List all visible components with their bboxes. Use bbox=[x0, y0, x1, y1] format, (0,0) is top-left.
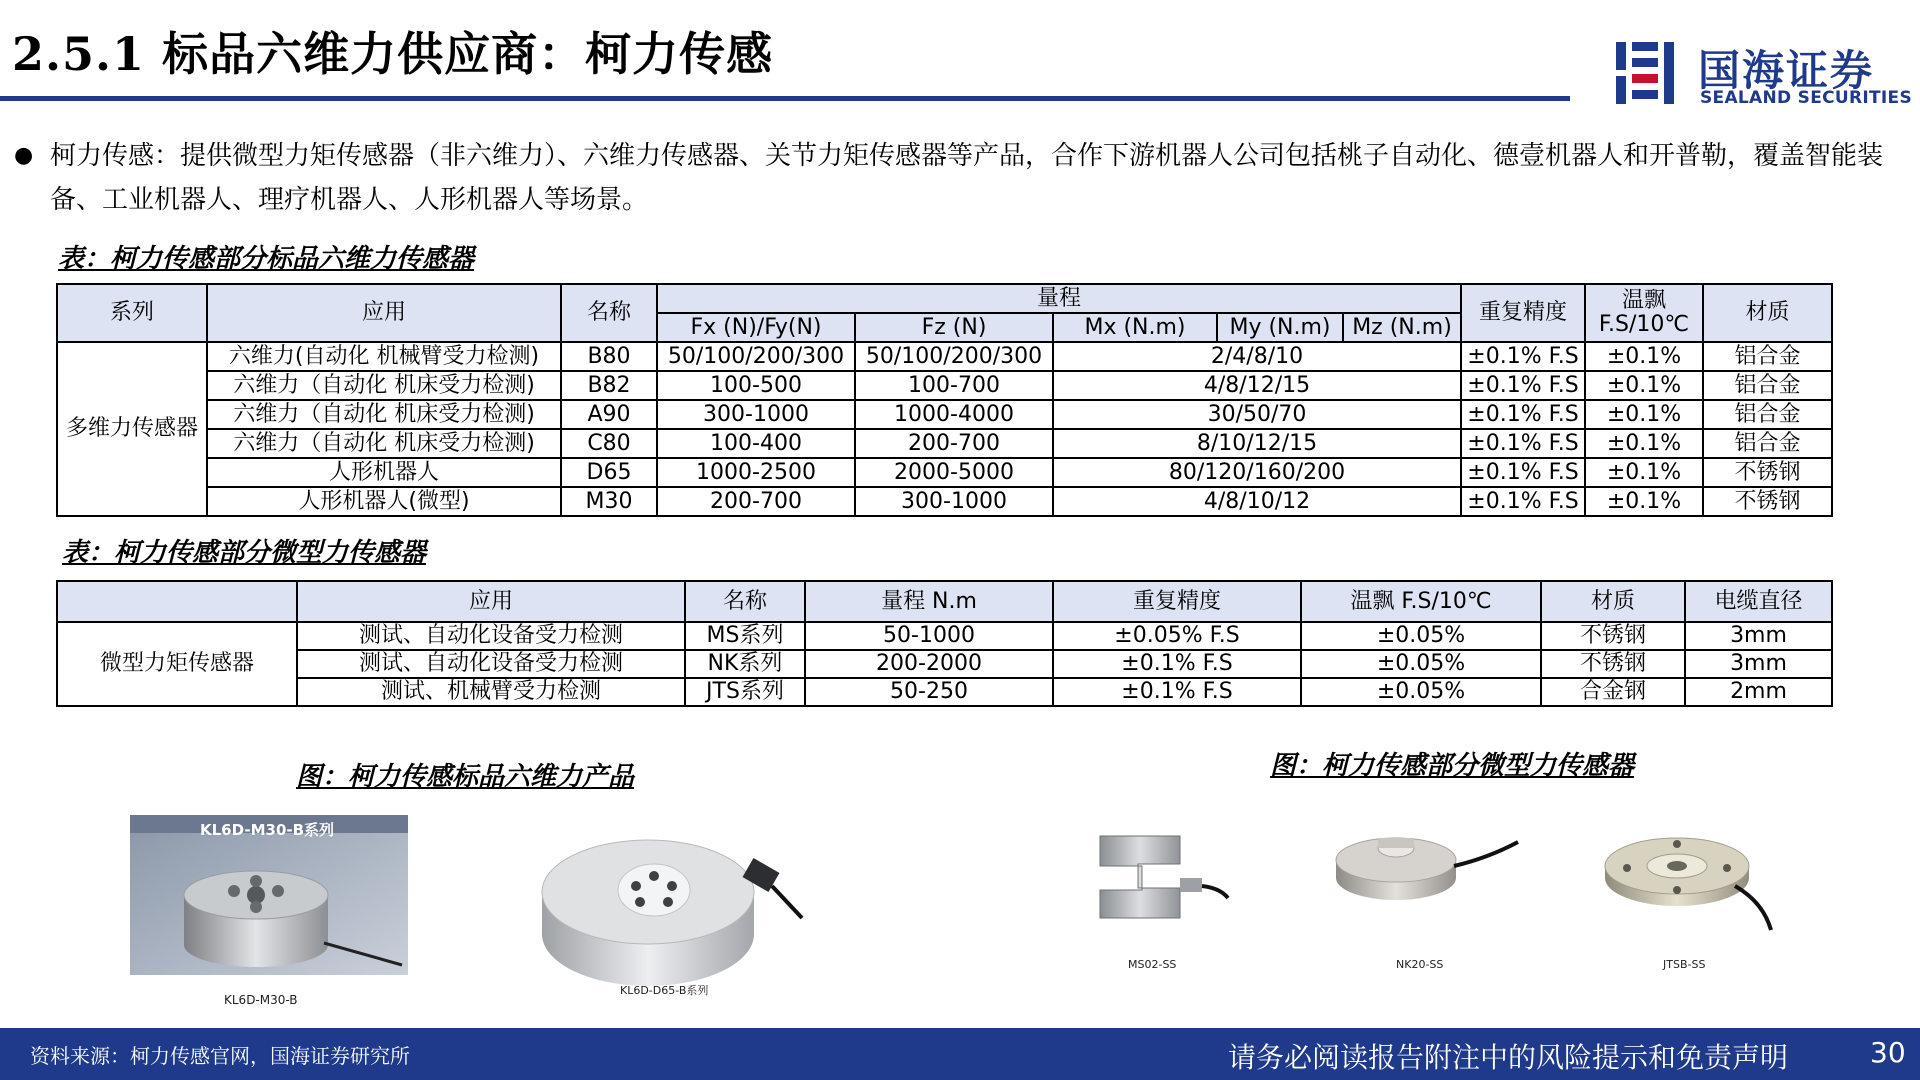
table-row bbox=[57, 342, 1832, 371]
six-axis-sensor-table bbox=[56, 283, 1833, 517]
material-cell: 铝合金 bbox=[1703, 429, 1832, 458]
fz-cell: 200-700 bbox=[855, 429, 1053, 458]
app-cell: 六维力(自动化 机械臂受力检测) bbox=[207, 342, 561, 371]
source-note: 资料来源：柯力传感官网，国海证券研究所 bbox=[30, 1044, 410, 1068]
name-cell: C80 bbox=[561, 429, 657, 458]
precision-cell: ±0.05% F.S bbox=[1053, 622, 1301, 650]
bullet-paragraph bbox=[14, 134, 1904, 222]
product-label: JTSB-SS bbox=[1663, 958, 1706, 971]
app-cell: 六维力（自动化 机床受力检测) bbox=[207, 400, 561, 429]
table-row bbox=[57, 400, 1832, 429]
product-photo-m30 bbox=[110, 795, 420, 1015]
table-row bbox=[57, 458, 1832, 487]
material-cell: 铝合金 bbox=[1703, 400, 1832, 429]
figure-right-caption: 图：柯力传感部分微型力传感器 bbox=[1270, 751, 1635, 781]
header-cable: 电缆直径 bbox=[1685, 581, 1832, 622]
header-name: 名称 bbox=[685, 581, 805, 622]
footer-bar bbox=[0, 1028, 1920, 1080]
moment-cell: 2/4/8/10 bbox=[1053, 342, 1461, 371]
app-cell: 六维力（自动化 机床受力检测) bbox=[207, 429, 561, 458]
header-fz: Fz (N) bbox=[855, 313, 1053, 342]
precision-cell: ±0.1% F.S bbox=[1461, 429, 1585, 458]
product-banner: KL6D-M30-B系列 bbox=[200, 821, 335, 839]
material-cell: 不锈钢 bbox=[1703, 487, 1832, 516]
header-my: My (N.m) bbox=[1217, 313, 1343, 342]
sensor-ms02-icon bbox=[1030, 806, 1280, 966]
name-cell: NK系列 bbox=[685, 650, 805, 678]
table-row bbox=[57, 622, 1832, 650]
app-cell: 人形机器人(微型) bbox=[207, 487, 561, 516]
logo-en-text: SEALAND SECURITIES bbox=[1700, 88, 1912, 108]
drift-cell: ±0.1% bbox=[1585, 371, 1703, 400]
bullet-text: 柯力传感：提供微型力矩传感器（非六维力）、六维力传感器、关节力矩传感器等产品，合作下游机器人公司包括桃子自动化、德壹机器人和开普勒，覆盖智能装备、工业机器人、理疗机器人、人形机器人等场景。 bbox=[50, 141, 1884, 215]
sealand-logo bbox=[1612, 32, 1912, 112]
app-cell: 测试、机械臂受力检测 bbox=[297, 678, 685, 706]
header-mx: Mx (N.m) bbox=[1053, 313, 1217, 342]
logo-cn-text: 国海证券 bbox=[1698, 46, 1875, 95]
drift-cell: ±0.1% bbox=[1585, 400, 1703, 429]
moment-cell: 4/8/10/12 bbox=[1053, 487, 1461, 516]
app-cell: 人形机器人 bbox=[207, 458, 561, 487]
precision-cell: ±0.1% F.S bbox=[1461, 487, 1585, 516]
fxfy-cell: 100-500 bbox=[657, 371, 855, 400]
precision-cell: ±0.1% F.S bbox=[1053, 678, 1301, 706]
name-cell: A90 bbox=[561, 400, 657, 429]
header-precision: 重复精度 bbox=[1461, 284, 1585, 342]
table-row bbox=[57, 429, 1832, 458]
series-cell: 多维力传感器 bbox=[57, 342, 207, 516]
material-cell: 铝合金 bbox=[1703, 371, 1832, 400]
range-cell: 200-2000 bbox=[805, 650, 1053, 678]
header-drift bbox=[1585, 284, 1703, 342]
figure-left-caption: 图：柯力传感标品六维力产品 bbox=[296, 762, 635, 792]
cable-cell: 2mm bbox=[1685, 678, 1832, 706]
precision-cell: ±0.1% F.S bbox=[1461, 400, 1585, 429]
range-cell: 50-1000 bbox=[805, 622, 1053, 650]
header-blank bbox=[57, 581, 297, 622]
header-app: 应用 bbox=[207, 284, 561, 342]
fz-cell: 100-700 bbox=[855, 371, 1053, 400]
name-cell: JTS系列 bbox=[685, 678, 805, 706]
drift-cell: ±0.05% bbox=[1301, 678, 1541, 706]
fxfy-cell: 50/100/200/300 bbox=[657, 342, 855, 371]
app-cell: 测试、自动化设备受力检测 bbox=[297, 622, 685, 650]
material-cell: 不锈钢 bbox=[1703, 458, 1832, 487]
header-material: 材质 bbox=[1541, 581, 1685, 622]
product-photo-jtsb bbox=[1565, 806, 1815, 991]
moment-cell: 8/10/12/15 bbox=[1053, 429, 1461, 458]
product-label: MS02-SS bbox=[1128, 958, 1177, 971]
table-row bbox=[57, 650, 1832, 678]
app-cell: 六维力（自动化 机床受力检测) bbox=[207, 371, 561, 400]
drift-cell: ±0.05% bbox=[1301, 650, 1541, 678]
moment-cell: 80/120/160/200 bbox=[1053, 458, 1461, 487]
header-drift: 温飘 F.S/10℃ bbox=[1301, 581, 1541, 622]
header-precision: 重复精度 bbox=[1053, 581, 1301, 622]
table-row bbox=[57, 487, 1832, 516]
fxfy-cell: 200-700 bbox=[657, 487, 855, 516]
fxfy-cell: 1000-2500 bbox=[657, 458, 855, 487]
precision-cell: ±0.1% F.S bbox=[1461, 371, 1585, 400]
product-photo-nk20 bbox=[1298, 806, 1548, 991]
product-label: KL6D-M30-B bbox=[224, 993, 298, 1007]
series-cell: 微型力矩传感器 bbox=[57, 622, 297, 706]
drift-cell: ±0.1% bbox=[1585, 342, 1703, 371]
sealand-logo-icon bbox=[1612, 36, 1682, 108]
section-title: 标品六维力供应商：柯力传感 bbox=[162, 27, 774, 81]
material-cell: 合金钢 bbox=[1541, 678, 1685, 706]
name-cell: MS系列 bbox=[685, 622, 805, 650]
table2-caption: 表：柯力传感部分微型力传感器 bbox=[62, 538, 427, 568]
header-drift-text: 温飘 F.S/10℃ bbox=[1598, 288, 1690, 337]
product-label: KL6D-D65-B系列 bbox=[620, 984, 709, 997]
sensor-nk20-icon bbox=[1298, 806, 1548, 966]
product-photo-ms02 bbox=[1030, 806, 1280, 991]
fxfy-cell: 300-1000 bbox=[657, 400, 855, 429]
header-series: 系列 bbox=[57, 284, 207, 342]
header-fxfy: Fx (N)/Fy(N) bbox=[657, 313, 855, 342]
precision-cell: ±0.1% F.S bbox=[1461, 342, 1585, 371]
drift-cell: ±0.1% bbox=[1585, 487, 1703, 516]
cable-cell: 3mm bbox=[1685, 622, 1832, 650]
sensor-jtsb-icon bbox=[1565, 806, 1815, 966]
header-app: 应用 bbox=[297, 581, 685, 622]
header-material: 材质 bbox=[1703, 284, 1832, 342]
drift-cell: ±0.05% bbox=[1301, 622, 1541, 650]
section-number: 2.5.1 bbox=[12, 27, 146, 81]
product-photo-d65 bbox=[520, 812, 820, 1017]
drift-cell: ±0.1% bbox=[1585, 429, 1703, 458]
bullet-dot-icon: ● bbox=[14, 143, 34, 168]
range-cell: 50-250 bbox=[805, 678, 1053, 706]
header-range: 量程 bbox=[657, 284, 1461, 313]
material-cell: 不锈钢 bbox=[1541, 622, 1685, 650]
table-row bbox=[57, 678, 1832, 706]
header-name: 名称 bbox=[561, 284, 657, 342]
fz-cell: 300-1000 bbox=[855, 487, 1053, 516]
fz-cell: 2000-5000 bbox=[855, 458, 1053, 487]
precision-cell: ±0.1% F.S bbox=[1461, 458, 1585, 487]
header-rule bbox=[0, 96, 1570, 101]
name-cell: M30 bbox=[561, 487, 657, 516]
page-number: 30 bbox=[1870, 1036, 1906, 1069]
moment-cell: 30/50/70 bbox=[1053, 400, 1461, 429]
fz-cell: 1000-4000 bbox=[855, 400, 1053, 429]
name-cell: B82 bbox=[561, 371, 657, 400]
micro-sensor-table bbox=[56, 580, 1833, 707]
disclaimer-text: 请务必阅读报告附注中的风险提示和免责声明 bbox=[1228, 1041, 1789, 1074]
product-label: NK20-SS bbox=[1396, 958, 1444, 971]
moment-cell: 4/8/12/15 bbox=[1053, 371, 1461, 400]
header-range: 量程 N.m bbox=[805, 581, 1053, 622]
page-title bbox=[12, 18, 773, 84]
table1-caption: 表：柯力传感部分标品六维力传感器 bbox=[58, 244, 475, 274]
precision-cell: ±0.1% F.S bbox=[1053, 650, 1301, 678]
name-cell: D65 bbox=[561, 458, 657, 487]
table-row bbox=[57, 371, 1832, 400]
material-cell: 不锈钢 bbox=[1541, 650, 1685, 678]
drift-cell: ±0.1% bbox=[1585, 458, 1703, 487]
fxfy-cell: 100-400 bbox=[657, 429, 855, 458]
fz-cell: 50/100/200/300 bbox=[855, 342, 1053, 371]
app-cell: 测试、自动化设备受力检测 bbox=[297, 650, 685, 678]
cable-cell: 3mm bbox=[1685, 650, 1832, 678]
name-cell: B80 bbox=[561, 342, 657, 371]
material-cell: 铝合金 bbox=[1703, 342, 1832, 371]
header-mz: Mz (N.m) bbox=[1343, 313, 1461, 342]
